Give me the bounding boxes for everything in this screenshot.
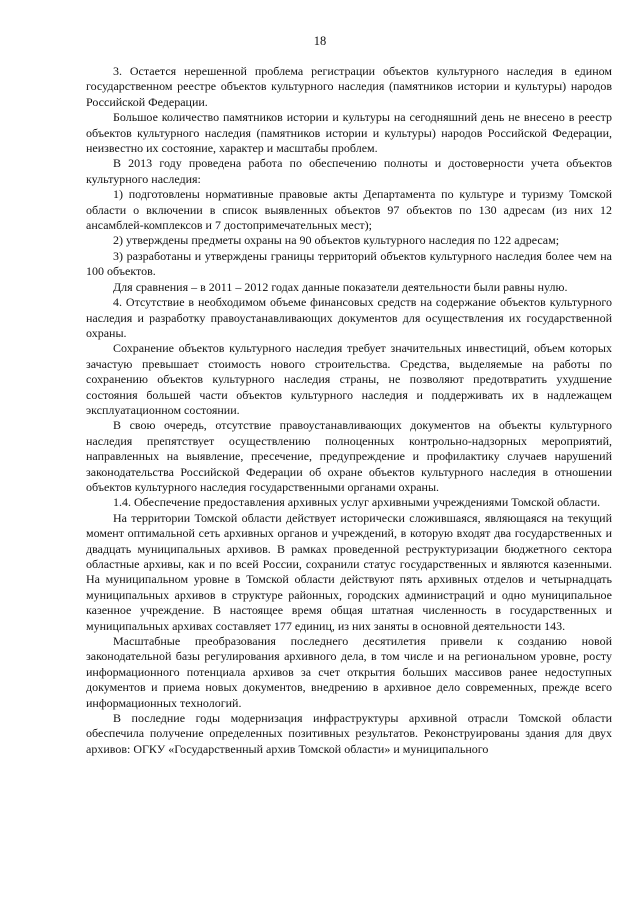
paragraph-preservation-investment: Сохранение объектов культурного наследия требует значительных инвестиций, объем которых зачастую превышает стоимость нового строительства. Средства, выделяемые на работы по сохранению объектов культурного наследия страны, не позволяют предотвратить ухудшение состояния большей части объектов культурного наследия и поддерживать их в надлежащем эксплуатационном состоянии. [86, 341, 612, 417]
paragraph-list-item-2: 2) утверждены предметы охраны на 90 объектов культурного наследия по 122 адресам; [113, 233, 560, 248]
paragraph-registration-problem: 3. Остается нерешенной проблема регистрации объектов культурного наследия в едином государственном реестре объектов культурного наследия (памятников истории и культуры) народов Российской Федерации. [86, 64, 612, 109]
paragraph-list-item-1: 1) подготовлены нормативные правовые акты Департамента по культуре и туризму Томской области о включении в список выявленных объектов 97 объектов по 130 адресам (из них 12 ансамблей-комплексов и 7 достопримечательных мест); [86, 187, 612, 233]
paragraph-2013-work: В 2013 году проведена работа по обеспечению полноты и достоверности учета объектов культурного наследия: [86, 156, 612, 186]
paragraph-missing-documents: В свою очередь, отсутствие правоустанавливающих документов на объекты культурного наследия препятствует осуществлению полноценных контрольно-надзорных мероприятий, направленных на выявление, пресечение, предупреждение и профилактику случаев нарушений законодательства Российской Федерации об охране объектов культурного наследия в отношении объектов культурного наследия государственными органами охраны. [86, 418, 612, 494]
section-heading-archives: 1.4. Обеспечение предоставления архивных услуг архивными учреждениями Томской области. [113, 495, 601, 510]
paragraph-modernization: В последние годы модернизация инфраструктуры архивной отрасли Томской области обеспечила получение определенных позитивных результатов. Реконструированы здания для двух архивов: ОГКУ «Государственный архив Томской области» и муниципального [86, 711, 612, 756]
paragraph-unregistered-monuments: Большое количество памятников истории и культуры на сегодняшний день не внесено в реестр объектов культурного наследия (памятников истории и культуры) народов Российской Федерации, неизвестно их состояние, характер и масштабы проблем. [86, 110, 612, 156]
document-body [86, 64, 612, 757]
paragraph-archive-network: На территории Томской области действует исторически сложившаяся, являющаяся на текущий момент оптимальной сеть архивных органов и учреждений, в которую входят два государственных и двадцать муниципальных архивов. В рамках проведенной реструктуризации бюджетного сектора областные архивы, как и по всей России, сохранили статус государственных и являются казенными. На муниципальном уровне в Томской области действуют пять архивных отделов и четырнадцать муниципальных архивов в структуре районных, городских администраций и одно муниципальное казенное учреждение. В настоящее время общая штатная численность в государственных и муниципальных архивах составляет 177 единиц, из них заняты в основной деятельности 143. [86, 510, 612, 633]
paragraph-funding-shortage: 4. Отсутствие в необходимом объеме финансовых средств на содержание объектов культурного наследия и разработку правоустанавливающих документов для осуществления их государственной охраны. [86, 295, 612, 340]
page-number: 18 [313, 34, 327, 48]
paragraph-list-item-3: 3) разработаны и утверждены границы территорий объектов культурного наследия более чем на 100 объектов. [86, 248, 612, 279]
paragraph-comparison: Для сравнения – в 2011 – 2012 годах данные показатели деятельности были равны нулю. [113, 279, 568, 294]
paragraph-transformations: Масштабные преобразования последнего десятилетия привели к созданию новой законодательной базы регулирования архивного дела, в том числе и на региональном уровне, росту информационного потенциала архивов за счет открытия больших массивов ранее недоступных документов и приема новых документов, внедрению в архивное дело современных, прежде всего информационных технологий. [86, 634, 612, 710]
